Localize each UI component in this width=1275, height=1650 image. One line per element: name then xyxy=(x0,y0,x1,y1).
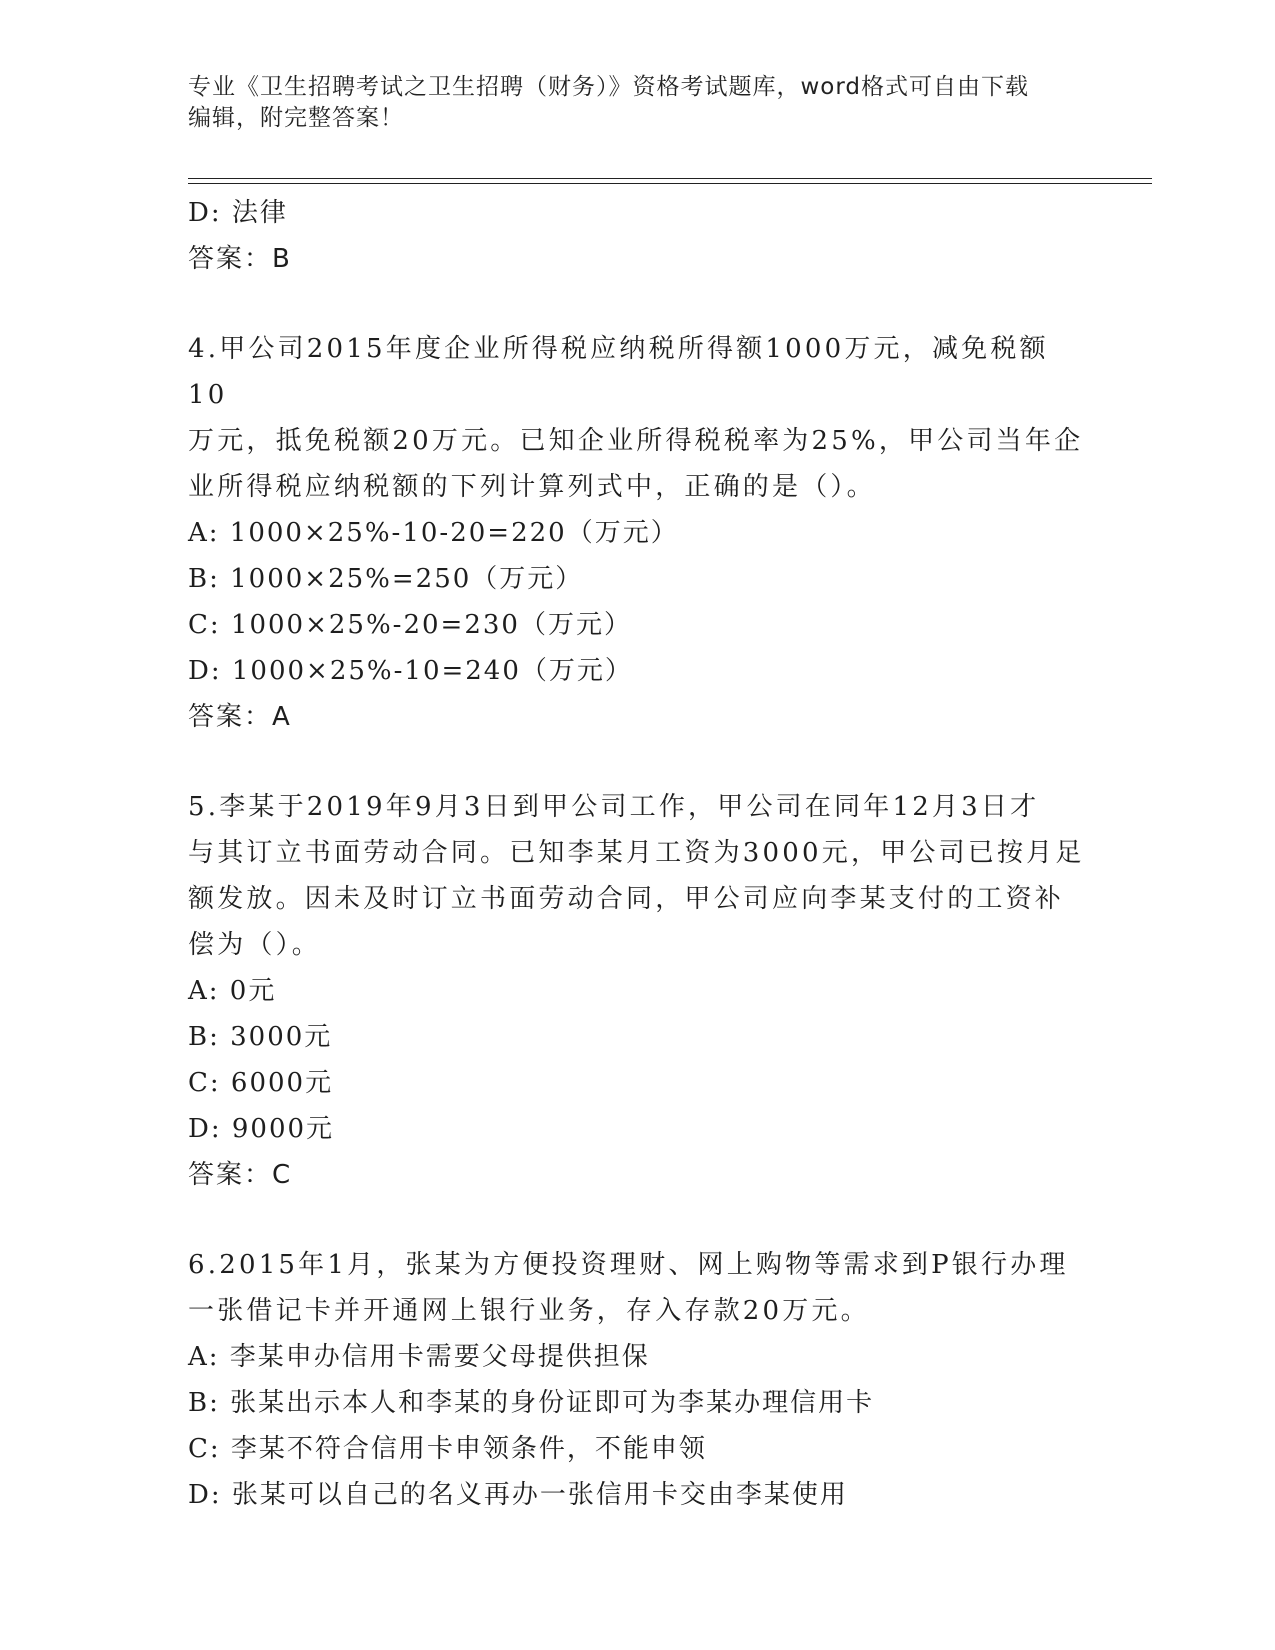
question-6 xyxy=(188,1242,1088,1518)
option-d: D: 法律 xyxy=(188,198,288,228)
option-a: A: 1000×25%-10-20=220（万元） xyxy=(188,518,679,548)
answer-line: 答案：C xyxy=(188,1160,293,1190)
option-b: B: 3000元 xyxy=(188,1022,333,1052)
header-rule-bottom xyxy=(188,183,1152,184)
question-text-line: 5.李某于2019年9月3日到甲公司工作，甲公司在同年12月3日才 xyxy=(188,792,1040,822)
option-c: C: 1000×25%-20=230（万元） xyxy=(188,610,632,640)
option-b: B: 张某出示本人和李某的身份证即可为李某办理信用卡 xyxy=(188,1388,875,1418)
document-body xyxy=(188,190,1088,1518)
question-text-line: 与其订立书面劳动合同。已知李某月工资为3000元，甲公司已按月足 xyxy=(188,838,1085,868)
question-text-line: 万元，抵免税额20万元。已知企业所得税税率为25%，甲公司当年企 xyxy=(188,426,1084,456)
option-d: D: 9000元 xyxy=(188,1114,335,1144)
option-d: D: 张某可以自己的名义再办一张信用卡交由李某使用 xyxy=(188,1480,848,1510)
header-rule-top xyxy=(188,178,1152,179)
option-c: C: 6000元 xyxy=(188,1068,334,1098)
header-line-2: 编辑，附完整答案！ xyxy=(188,105,404,131)
spacer xyxy=(188,1198,1088,1242)
option-d: D: 1000×25%-10=240（万元） xyxy=(188,656,633,686)
question-text-line: 4.甲公司2015年度企业所得税应纳税所得额1000万元，减免税额10 xyxy=(188,334,1049,410)
answer-line: 答案：B xyxy=(188,244,292,274)
document-header xyxy=(188,72,1068,134)
question-text-line: 一张借记卡并开通网上银行业务，存入存款20万元。 xyxy=(188,1296,870,1326)
header-line-1: 专业《卫生招聘考试之卫生招聘（财务）》资格考试题库，word格式可自由下载 xyxy=(188,74,1030,100)
spacer xyxy=(188,740,1088,784)
option-a: A: 0元 xyxy=(188,976,277,1006)
question-text-line: 额发放。因未及时订立书面劳动合同，甲公司应向李某支付的工资补 xyxy=(188,884,1065,914)
question-5 xyxy=(188,784,1088,1198)
option-a: A: 李某申办信用卡需要父母提供担保 xyxy=(188,1342,650,1372)
question-text-line: 业所得税应纳税额的下列计算列式中，正确的是（）。 xyxy=(188,472,876,502)
question-4 xyxy=(188,326,1088,740)
question-text-line: 6.2015年1月，张某为方便投资理财、网上购物等需求到P银行办理 xyxy=(188,1250,1069,1280)
previous-question-tail xyxy=(188,190,1088,282)
option-b: B: 1000×25%=250（万元） xyxy=(188,564,584,594)
spacer xyxy=(188,282,1088,326)
option-c: C: 李某不符合信用卡申领条件，不能申领 xyxy=(188,1434,707,1464)
question-text-line: 偿为（）。 xyxy=(188,930,322,960)
answer-line: 答案：A xyxy=(188,702,292,732)
